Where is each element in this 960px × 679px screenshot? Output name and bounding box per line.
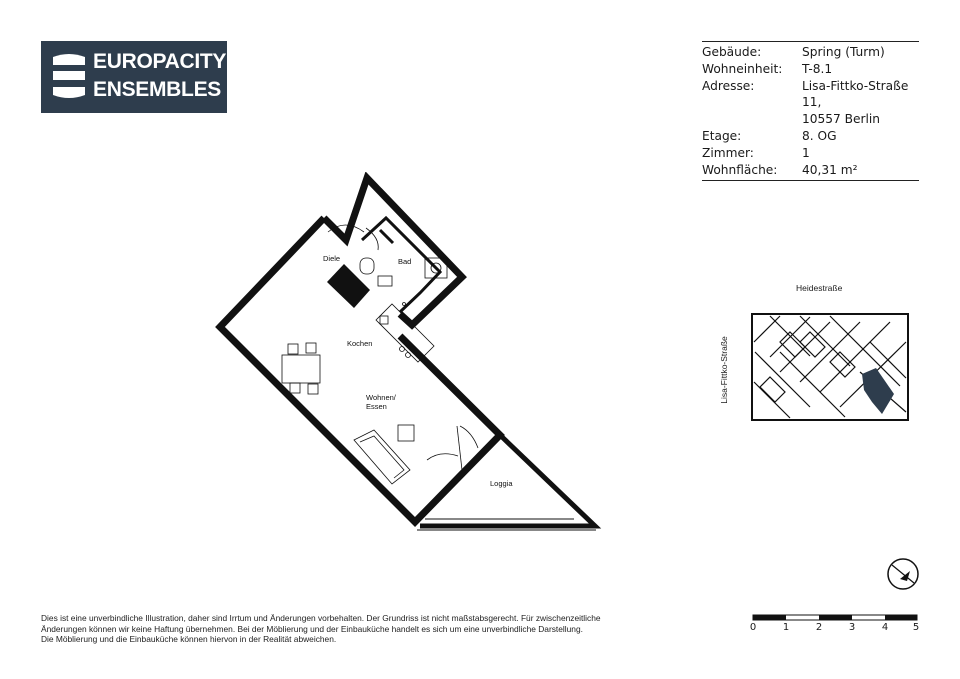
info-value: 1 (802, 145, 810, 160)
room-label-essen: Essen (366, 402, 387, 411)
info-value: Spring (Turm) (802, 45, 885, 59)
info-row-area (702, 162, 919, 179)
info-value: T-8.1 (802, 61, 833, 76)
bath-partition (380, 230, 393, 243)
info-label: Wohneinheit: (702, 61, 783, 76)
info-label: Gebäude: (702, 45, 762, 59)
logo-text-line1: EUROPACITY (93, 50, 227, 73)
coffee-table (398, 425, 414, 441)
scale-label-4: 4 (881, 622, 889, 633)
info-label: Wohnfläche: (702, 162, 778, 177)
sofa (354, 430, 410, 484)
floor-plan (212, 172, 602, 532)
info-row-address (702, 78, 919, 112)
room-label-kochen: Kochen (347, 339, 373, 348)
street-label-lisa-fittko: Lisa-Fittko-Straße (718, 336, 729, 404)
unit-info-table (702, 41, 919, 181)
info-row-building (702, 44, 919, 61)
info-value: 8. OG (802, 128, 837, 143)
site-locator-map (750, 312, 910, 422)
toilet (360, 258, 374, 274)
scale-label-3: 3 (848, 622, 856, 633)
info-label (702, 111, 802, 128)
loggia-door-swing-2 (460, 426, 478, 448)
info-value: 40,31 m² (802, 162, 858, 177)
logo-mark-icon (49, 53, 89, 101)
shaft (327, 264, 370, 308)
info-label: Etage: (702, 128, 742, 143)
scale-bar (752, 614, 920, 622)
scale-label-0: 0 (749, 622, 757, 633)
info-row-address-cont (702, 111, 919, 128)
info-row-floor (702, 128, 919, 145)
info-row-unit (702, 61, 919, 78)
loggia-door-swing (427, 454, 458, 460)
scale-label-1: 1 (782, 622, 790, 633)
dining-table (282, 355, 320, 383)
europacity-logo (41, 41, 227, 113)
compass-icon (886, 557, 920, 591)
room-label-bad: Bad (398, 257, 412, 266)
street-label-heidestrasse: Heidestraße (796, 283, 843, 293)
disclaimer (41, 613, 661, 645)
logo-text-line2: ENSEMBLES (93, 78, 221, 101)
sink (378, 276, 392, 286)
room-label-loggia: Loggia (490, 479, 513, 488)
info-label: Adresse: (702, 78, 755, 93)
info-value: 10557 Berlin (802, 112, 881, 127)
disclaimer-line: Dies ist eine unverbindliche Illustration, daher sind Irrtum und Änderungen vorbehalten. Der Grundriss ist nicht maßstabsgerecht. Für zwischenzeitliche (41, 613, 601, 623)
disclaimer-line: Änderungen können wir keine Haftung übernehmen. Bei der Möblierung und der Einbauküche handelt es sich um eine unverbindliche Darstellung. (41, 623, 583, 634)
disclaimer-line: Die Möblierung und die Einbauküche können hiervon in der Realität abweichen. (41, 634, 337, 645)
room-label-wohnen: Wohnen/ (366, 393, 396, 402)
info-row-rooms (702, 145, 919, 162)
bath-wall (324, 178, 462, 325)
info-label: Zimmer: (702, 145, 754, 160)
info-value: Lisa-Fittko-Straße 11, (802, 78, 909, 110)
room-label-diele: Diele (323, 254, 341, 263)
scale-label-2: 2 (815, 622, 823, 633)
scale-label-5: 5 (912, 622, 920, 633)
